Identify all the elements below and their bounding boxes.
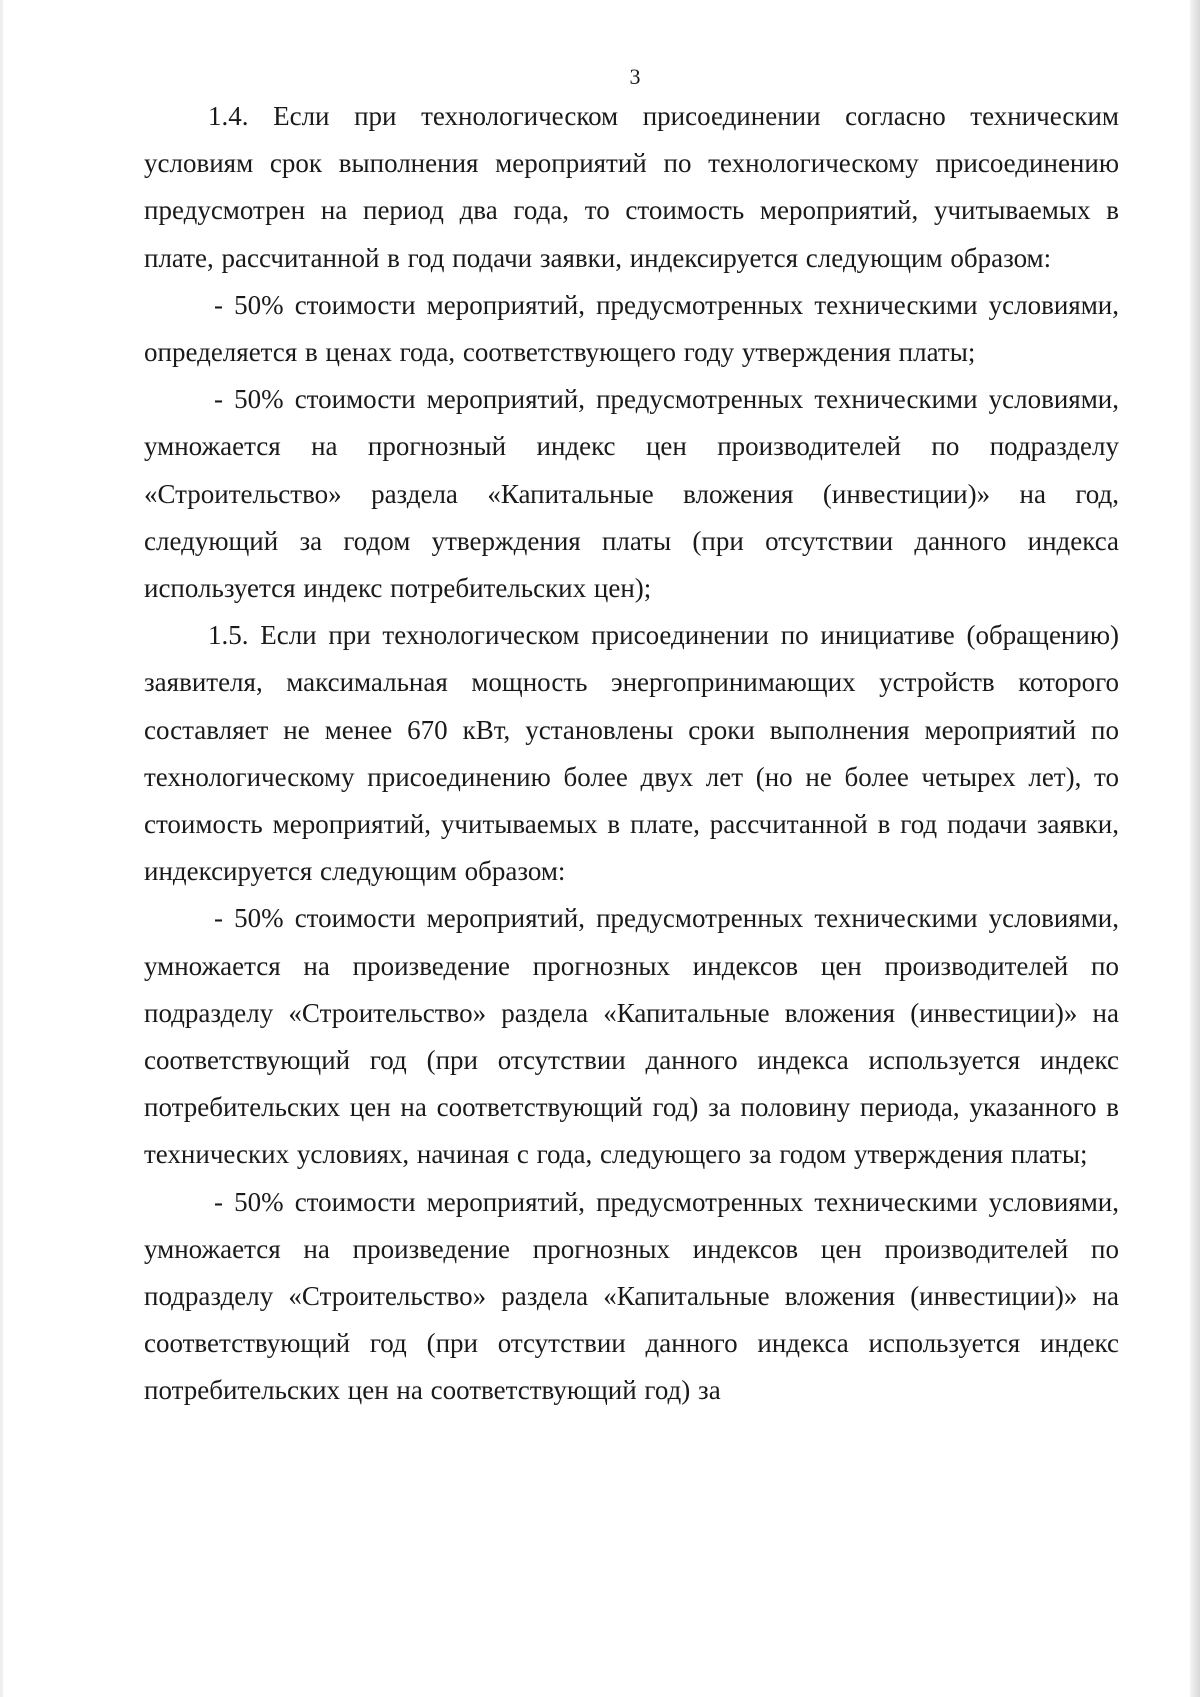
page-number: 3 (629, 64, 641, 89)
list-item-1-5-a: - 50% стоимости мероприятий, предусмотренных техническими условиями, умножается на произведение прогнозных индексов цен производителей по подразделу «Строительство» раздела «Капитальные вложения (инвестиции)» на соответствующий год (при отсутствии данного индекса используется индекс потребительских цен на соответствующий год) за половину периода, указанного в технических условиях, начиная с года, следующего за годом утверждения платы; (144, 903, 1119, 1170)
page-right-edge (1190, 0, 1200, 1697)
paragraph-1-5: 1.5. Если при технологическом присоединении по инициативе (обращению) заявителя, максимальная мощность энергопринимающих устройств которого составляет не менее 670 кВт, установлены сроки выполнения мероприятий по технологическому присоединению более двух лет (но не более четырех лет), то стоимость мероприятий, учитываемых в плате, рассчитанной в год подачи заявки, индексируется следующим образом: (144, 620, 1119, 887)
list-item-1-5-b: - 50% стоимости мероприятий, предусмотренных техническими условиями, умножается на произведение прогнозных индексов цен производителей по подразделу «Строительство» раздела «Капитальные вложения (инвестиции)» на соответствующий год (при отсутствии данного индекса используется индекс потребительских цен на соответствующий год) за (144, 1186, 1119, 1406)
document-body (144, 93, 1119, 1415)
paragraph-1-4: 1.4. Если при технологическом присоединении согласно техническим условиям срок выполнения мероприятий по технологическому присоединению предусмотрен на период два года, то стоимость мероприятий, учитываемых в плате, рассчитанной в год подачи заявки, индексируется следующим образом: (144, 101, 1119, 273)
page-left-edge (0, 0, 3, 1697)
list-item-1-4-b: - 50% стоимости мероприятий, предусмотренных техническими условиями, умножается на прогнозный индекс цен производителей по подразделу «Строительство» раздела «Капитальные вложения (инвестиции)» на год, следующий за годом утверждения платы (при отсутствии данного индекса используется индекс потребительских цен); (144, 384, 1119, 604)
list-item-1-4-a: - 50% стоимости мероприятий, предусмотренных техническими условиями, определяется в ценах года, соответствующего году утверждения платы; (144, 289, 1119, 368)
